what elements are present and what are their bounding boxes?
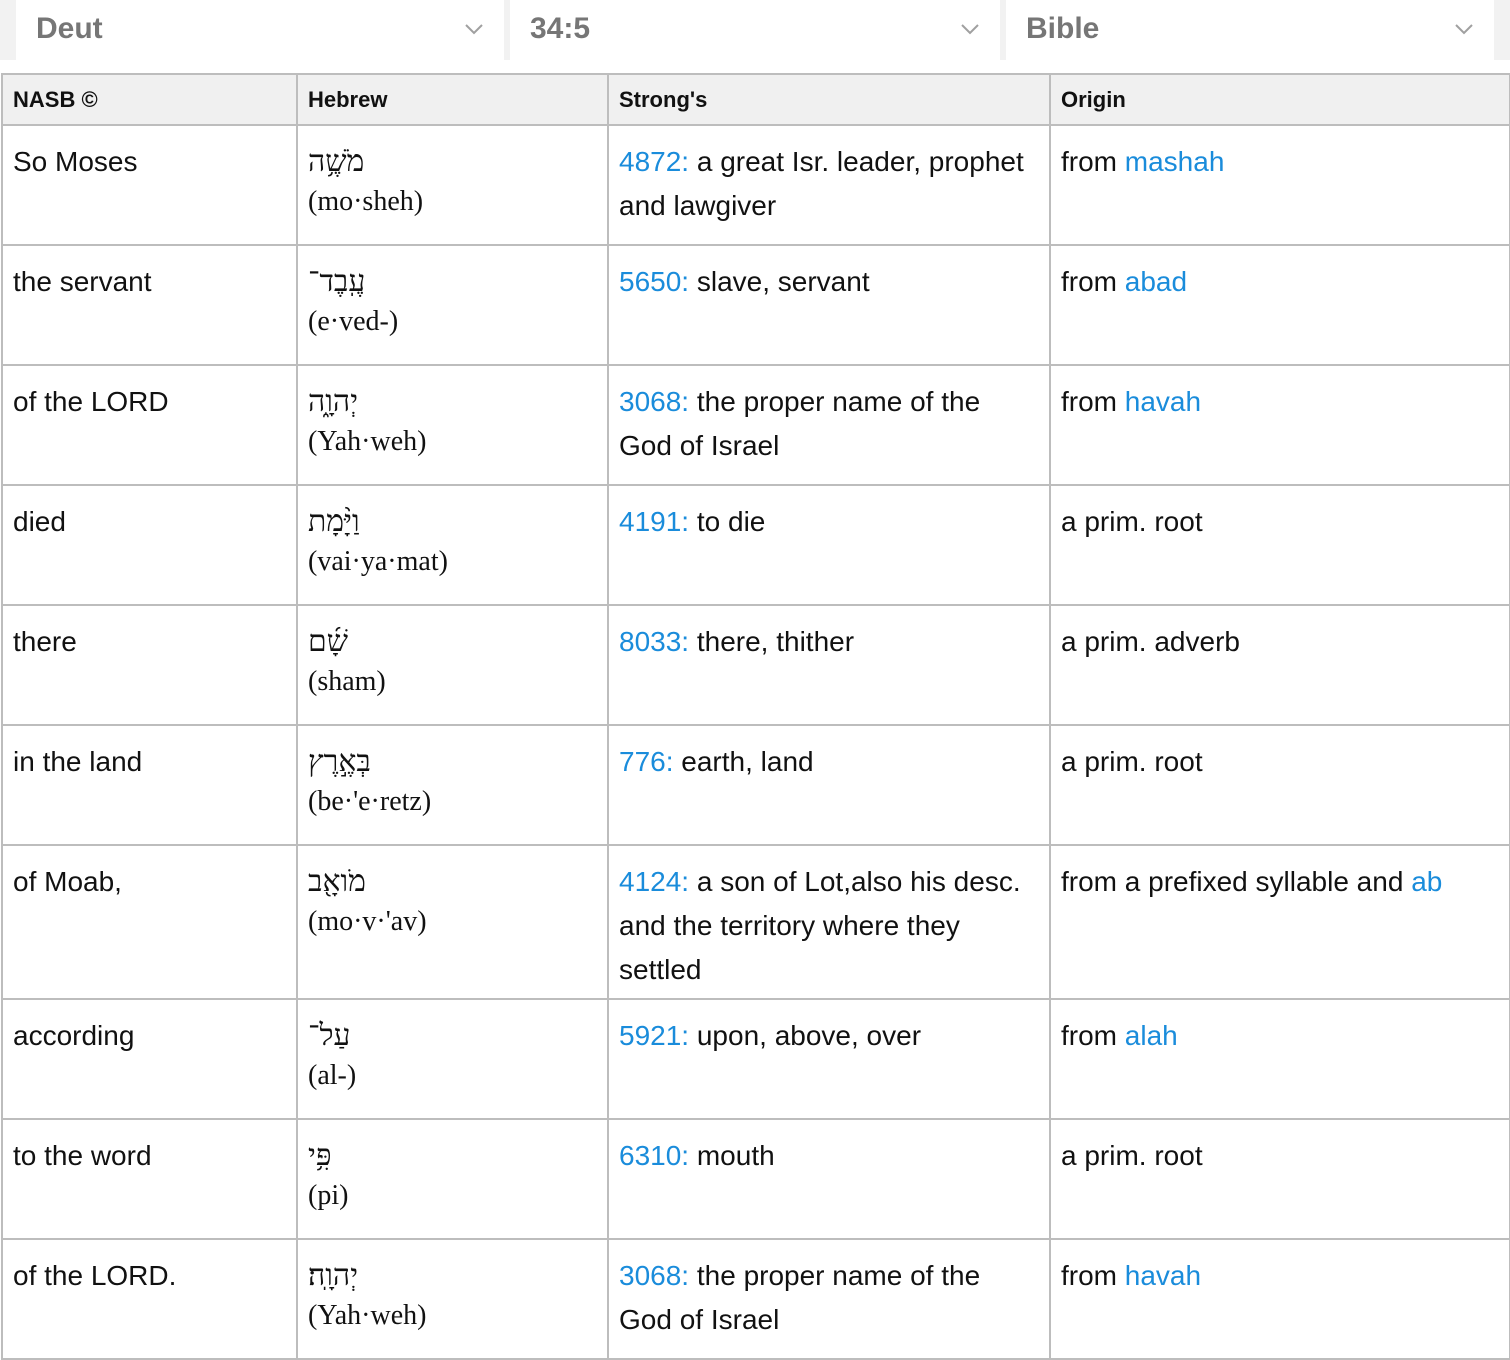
nasb-cell: there — [2, 605, 297, 725]
origin-text: from — [1061, 1260, 1117, 1291]
strongs-definition: a great Isr. leader, prophet and lawgiver — [619, 146, 1024, 221]
hebrew-word[interactable]: מֹשֶׁ֥ה — [308, 144, 365, 179]
table-row — [2, 125, 1510, 245]
strongs-number-link[interactable]: 4124: — [619, 866, 690, 897]
strongs-number-link[interactable]: 4191: — [619, 506, 690, 537]
hebrew-word[interactable]: שָׁ֜ם — [308, 624, 348, 659]
hebrew-word[interactable]: עַל־ — [308, 1018, 351, 1053]
strongs-definition: slave, servant — [696, 266, 870, 297]
hebrew-cell — [297, 245, 608, 365]
header-nasb: NASB © — [2, 74, 297, 125]
nasb-cell: So Moses — [2, 125, 297, 245]
origin-cell — [1050, 725, 1510, 845]
nasb-cell: in the land — [2, 725, 297, 845]
transliteration: (vai·ya·mat) — [308, 546, 448, 577]
transliteration: (Yah·weh) — [308, 426, 427, 457]
hebrew-word[interactable]: יְהוָ֑ה — [308, 384, 359, 419]
origin-cell — [1050, 245, 1510, 365]
strongs-definition: mouth — [696, 1140, 775, 1171]
transliteration: (Yah·weh) — [308, 1300, 427, 1331]
table-row — [2, 1239, 1510, 1359]
hebrew-cell — [297, 999, 608, 1119]
nasb-cell: the servant — [2, 245, 297, 365]
strongs-cell — [608, 365, 1050, 485]
strongs-cell — [608, 999, 1050, 1119]
chevron-down-icon — [464, 22, 484, 36]
version-select[interactable] — [1006, 0, 1494, 60]
origin-cell — [1050, 1119, 1510, 1239]
transliteration: (mo·sheh) — [308, 186, 424, 217]
strongs-definition: to die — [696, 506, 766, 537]
nasb-cell: died — [2, 485, 297, 605]
strongs-definition: the proper name of the God of Israel — [619, 386, 981, 461]
chevron-down-icon — [1454, 22, 1474, 36]
version-select-value: Bible — [1026, 12, 1100, 45]
hebrew-word[interactable]: פִּ֥י — [308, 1138, 332, 1173]
strongs-cell — [608, 725, 1050, 845]
table-row — [2, 845, 1510, 999]
hebrew-word[interactable]: יְהוָֽה׃ — [308, 1258, 359, 1293]
origin-text: from a prefixed syllable and — [1061, 866, 1404, 897]
strongs-cell — [608, 1119, 1050, 1239]
strongs-cell — [608, 845, 1050, 999]
book-select[interactable] — [16, 0, 504, 60]
table-row — [2, 245, 1510, 365]
nasb-cell: according — [2, 999, 297, 1119]
hebrew-word[interactable]: בְּאֶ֣רֶץ — [308, 744, 371, 779]
header-origin: Origin — [1050, 74, 1510, 125]
origin-root-link[interactable]: havah — [1124, 386, 1202, 417]
table-row — [2, 725, 1510, 845]
passage-selector-bar — [0, 0, 1510, 60]
strongs-cell — [608, 605, 1050, 725]
origin-root-link[interactable]: havah — [1124, 1260, 1202, 1291]
origin-text: from — [1061, 266, 1117, 297]
transliteration: (pi) — [308, 1180, 349, 1211]
origin-root-link[interactable]: ab — [1411, 866, 1443, 897]
strongs-definition: the proper name of the God of Israel — [619, 1260, 981, 1335]
chevron-down-icon — [960, 22, 980, 36]
origin-root-link[interactable]: alah — [1124, 1020, 1178, 1051]
strongs-number-link[interactable]: 8033: — [619, 626, 690, 657]
strongs-definition: there, thither — [696, 626, 855, 657]
strongs-number-link[interactable]: 5921: — [619, 1020, 690, 1051]
nasb-cell: of the LORD. — [2, 1239, 297, 1359]
origin-cell — [1050, 1239, 1510, 1359]
origin-cell — [1050, 125, 1510, 245]
table-row — [2, 605, 1510, 725]
origin-cell — [1050, 485, 1510, 605]
strongs-number-link[interactable]: 3068: — [619, 1260, 690, 1291]
origin-root-link[interactable]: abad — [1124, 266, 1188, 297]
strongs-number-link[interactable]: 6310: — [619, 1140, 690, 1171]
origin-root-link[interactable]: mashah — [1124, 146, 1225, 177]
transliteration: (e·ved-) — [308, 306, 399, 337]
origin-text: a prim. adverb — [1061, 626, 1240, 657]
nasb-cell: of Moab, — [2, 845, 297, 999]
hebrew-word[interactable]: וַיָּ֨מָת — [308, 504, 360, 539]
transliteration: (mo·v·'av) — [308, 906, 427, 937]
table-row — [2, 1119, 1510, 1239]
transliteration: (be·'e·retz) — [308, 786, 432, 817]
hebrew-cell — [297, 125, 608, 245]
origin-cell — [1050, 845, 1510, 999]
hebrew-cell — [297, 725, 608, 845]
hebrew-cell — [297, 1239, 608, 1359]
strongs-definition: a son of Lot,also his desc. and the territory where they settled — [619, 866, 1021, 985]
book-select-value: Deut — [36, 12, 103, 45]
origin-text: from — [1061, 386, 1117, 417]
strongs-number-link[interactable]: 4872: — [619, 146, 690, 177]
strongs-number-link[interactable]: 5650: — [619, 266, 690, 297]
strongs-cell — [608, 485, 1050, 605]
transliteration: (al-) — [308, 1060, 357, 1091]
nasb-cell: to the word — [2, 1119, 297, 1239]
origin-text: from — [1061, 146, 1117, 177]
strongs-cell — [608, 245, 1050, 365]
strongs-cell — [608, 125, 1050, 245]
verse-select[interactable] — [510, 0, 1000, 60]
origin-cell — [1050, 999, 1510, 1119]
table-row — [2, 365, 1510, 485]
origin-cell — [1050, 365, 1510, 485]
origin-text: a prim. root — [1061, 1140, 1203, 1171]
strongs-cell — [608, 1239, 1050, 1359]
strongs-number-link[interactable]: 776: — [619, 746, 674, 777]
strongs-number-link[interactable]: 3068: — [619, 386, 690, 417]
header-strongs: Strong's — [608, 74, 1050, 125]
hebrew-cell — [297, 485, 608, 605]
transliteration: (sham) — [308, 666, 386, 697]
header-hebrew: Hebrew — [297, 74, 608, 125]
strongs-definition: upon, above, over — [696, 1020, 922, 1051]
table-row — [2, 485, 1510, 605]
origin-text: from — [1061, 1020, 1117, 1051]
hebrew-word[interactable]: עֶֽבֶד־ — [308, 264, 366, 299]
origin-text: a prim. root — [1061, 506, 1203, 537]
origin-cell — [1050, 605, 1510, 725]
nasb-cell: of the LORD — [2, 365, 297, 485]
hebrew-cell — [297, 605, 608, 725]
interlinear-table — [1, 73, 1510, 1360]
strongs-definition: earth, land — [681, 746, 814, 777]
origin-text: a prim. root — [1061, 746, 1203, 777]
hebrew-cell — [297, 365, 608, 485]
hebrew-word[interactable]: מֹואָ֖ב — [308, 864, 366, 899]
hebrew-cell — [297, 845, 608, 999]
table-row — [2, 999, 1510, 1119]
verse-select-value: 34:5 — [530, 12, 591, 45]
hebrew-cell — [297, 1119, 608, 1239]
interlinear-table-container — [0, 73, 1510, 1360]
table-header-row — [2, 74, 1510, 125]
